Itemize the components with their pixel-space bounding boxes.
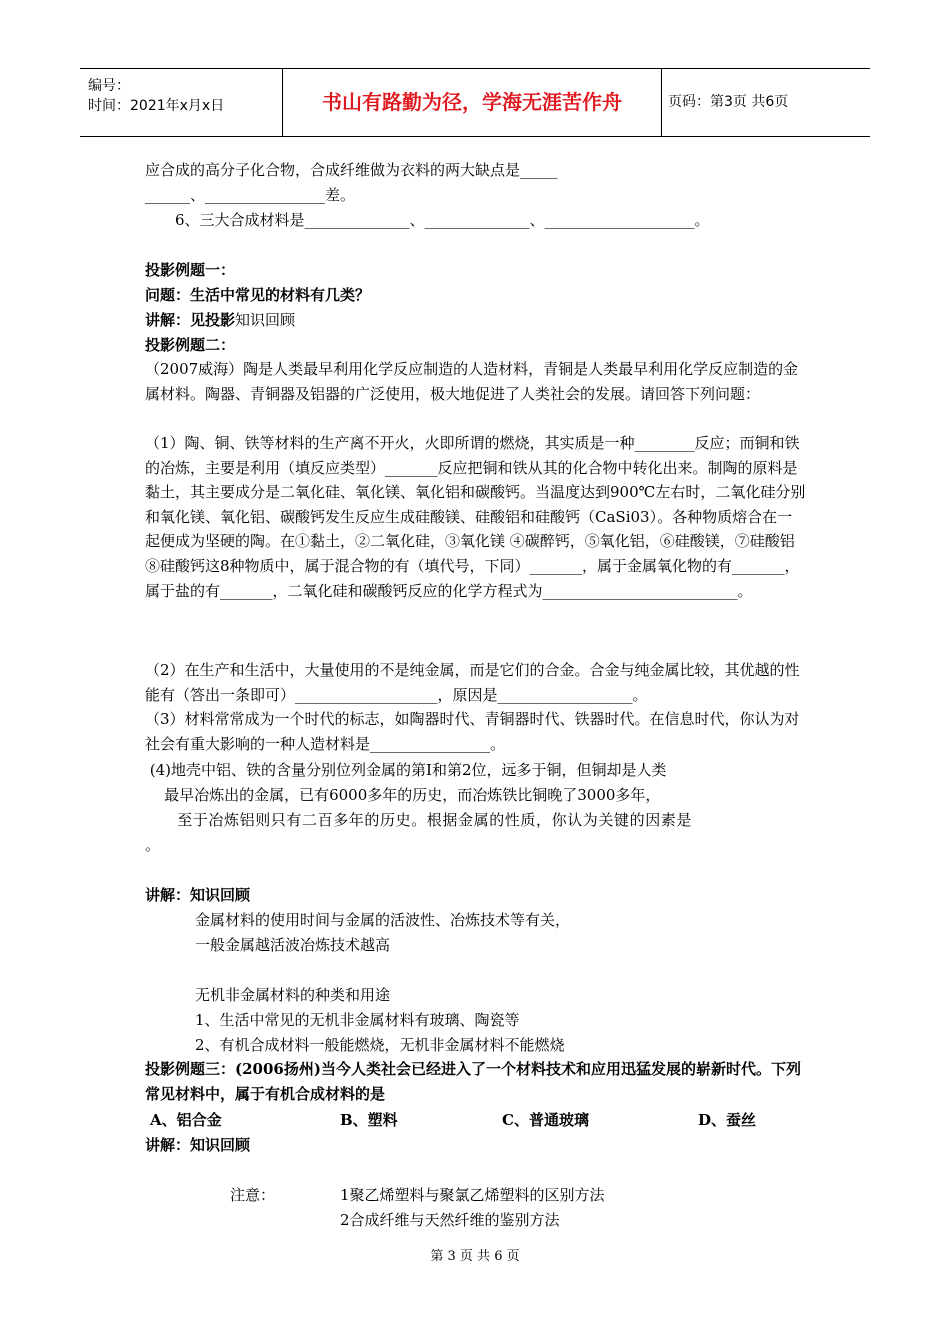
time-label: 时间：2021年x月x日 xyxy=(88,98,225,114)
option-a: A、铝合金 xyxy=(150,1111,222,1129)
text-line: 应合成的高分子化合物，合成纤维做为衣料的两大缺点是_____ xyxy=(145,161,558,179)
example-2-title: 投影例题二： xyxy=(145,336,236,354)
option-b: B、塑料 xyxy=(340,1111,398,1129)
explanation-3-title: 讲解：知识回顾 xyxy=(145,1136,251,1154)
example-2-intro: （2007威海）陶是人类最早利用化学反应制造的人造材料，青铜是人类最早利用化学反应制造的金属材料。陶器、青铜器及铝器的广泛使用，极大地促进了人类社会的发展。请回答下列问题： xyxy=(145,360,799,403)
explanation-label: 讲解：见投影 xyxy=(145,311,236,329)
number-label: 编号： xyxy=(88,78,130,94)
example-2-question-3: （3）材料常常成为一个时代的标志，如陶器时代、青铜器时代、铁器时代。在信息时代，你认为对社会有重大影响的一种人造材料是________________。 xyxy=(145,710,800,753)
text-line: 6、三大合成材料是______________、______________、____________________。 xyxy=(175,211,710,229)
text-line: 。 xyxy=(145,836,161,854)
example-1-question: 问题：生活中常见的材料有几类？ xyxy=(145,286,371,304)
example-2-question-2: （2）在生产和生活中，大量使用的不是纯金属，而是它们的合金。合金与纯金属比较，其优越的性能有（答出一条即可）___________________，原因是__________________。 xyxy=(145,661,800,704)
text-line: 2、有机合成材料一般能燃烧，无机非金属材料不能燃烧 xyxy=(195,1036,565,1054)
text-line: 1、生活中常见的无机非金属材料有玻璃、陶瓷等 xyxy=(195,1011,520,1029)
text-line: ______、________________差。 xyxy=(145,186,356,204)
text-line: 至于冶炼铝则只有二百多年的历史。根据金属的性质，你认为关键的因素是 xyxy=(145,811,693,829)
note-item: 1聚乙烯塑料与聚氯乙烯塑料的区别方法 xyxy=(340,1186,605,1204)
option-d: D、蚕丝 xyxy=(698,1111,757,1129)
section-heading: 无机非金属材料的种类和用途 xyxy=(195,986,391,1004)
note-item: 2合成纤维与天然纤维的鉴别方法 xyxy=(340,1211,560,1229)
page-header xyxy=(80,68,870,137)
note-label: 注意： xyxy=(230,1186,276,1204)
text-line: 最早冶炼出的金属，已有6000多年的历史，而冶炼铁比铜晚了3000多年， xyxy=(145,786,661,804)
explanation-text: 知识回顾 xyxy=(235,311,296,329)
text-line: 一般金属越活波冶炼技术越高 xyxy=(195,936,391,954)
header-motto: 书山有路勤为径，学海无涯苦作舟 xyxy=(283,69,662,136)
header-page-info: 页码：第3页 共6页 xyxy=(668,94,789,110)
option-c: C、普通玻璃 xyxy=(502,1111,589,1129)
header-meta-cell xyxy=(80,69,283,136)
example-2-question-4: (4)地壳中铝、铁的含量分别位列金属的第Ⅰ和第2位，远多于铜，但铜却是人类 xyxy=(145,761,667,779)
example-3-question: 投影例题三：(2006扬州)当今人类社会已经进入了一个材料技术和应用迅猛发展的崭新时代。下列常见材料中，属于有机合成材料的是 xyxy=(145,1060,801,1103)
text-line: 金属材料的使用时间与金属的活波性、冶炼技术等有关， xyxy=(195,911,571,929)
page-footer: 第 3 页 共 6 页 xyxy=(430,1249,520,1264)
example-1-title: 投影例题一： xyxy=(145,261,236,279)
example-2-question-1: （1）陶、铜、铁等材料的生产离不开火，火即所谓的燃烧，其实质是一种________反应；而铜和铁的冶炼，主要是利用（填反应类型）_______反应把铜和铁从其的化合物中转化出来。制陶的原料是黏土，其主要成分是二氧化硅、氧化镁、氧化铝和碳酸钙。当温度达到900℃左右时，二氧化硅分别和氧化镁、氧化铝、碳酸钙发生反应生成硅酸镁、硅酸铝和硅酸钙（CaSi03）。各种物质熔合在一起便成为坚硬的陶。在①黏土，②二氧化硅，③氧化镁 ④碳醉钙，⑤氧化铝，⑥硅酸镁，⑦硅酸铝 ⑧硅酸钙这8种物质中，属于混合物的有（填代号，下同）_______，属于金属氧化物的有_______，属于盐的有_______，二氧化硅和碳酸钙反应的化学方程式为__________________________。 xyxy=(145,434,806,600)
example-1-explanation xyxy=(145,310,295,330)
explanation-2-title: 讲解：知识回顾 xyxy=(145,886,251,904)
